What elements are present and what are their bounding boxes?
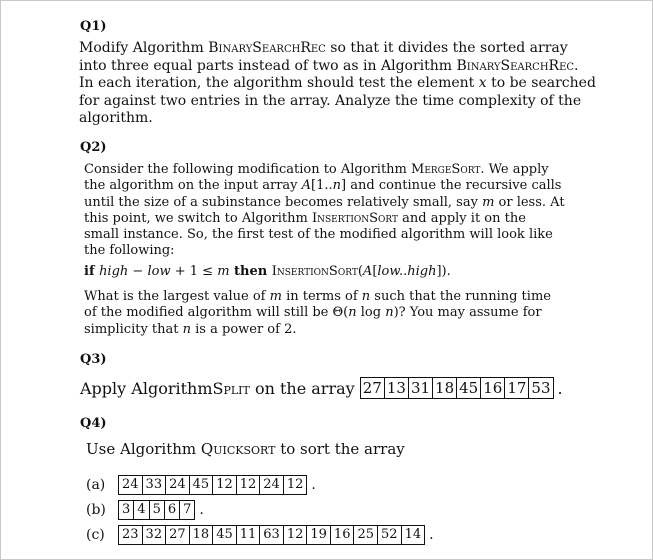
text-run: algorithm.: [79, 110, 153, 126]
q2-line-0: [84, 162, 554, 178]
text-run: in terms of: [281, 289, 362, 304]
part-end-punct: .: [429, 527, 434, 543]
text-run: . We apply: [480, 162, 549, 177]
array-cell: 6: [165, 501, 180, 519]
math-var: high: [99, 264, 129, 279]
part-array: [118, 525, 425, 545]
q2-question-line-0: [84, 289, 554, 305]
math-var: n: [361, 289, 371, 304]
text-run: for against two entries in the array. Analyze the time complexity of the: [79, 92, 582, 109]
array-cell: 16: [331, 526, 355, 544]
part-array: [118, 475, 307, 495]
array-cell: 45: [213, 526, 237, 544]
array-cell: 24: [166, 476, 190, 494]
text-run: In each iteration, the algorithm should test the element: [79, 75, 479, 91]
math-var: n: [182, 321, 192, 337]
array-cell: 18: [433, 378, 457, 398]
text-run: until the size of a subinstance becomes relatively small, say: [84, 194, 483, 210]
q2-heading: Q2): [80, 140, 107, 155]
keyword: then: [229, 264, 272, 279]
q3-text-before: Apply Algorithm: [80, 378, 213, 398]
q2-body: [84, 162, 565, 260]
array-cell: 24: [119, 476, 143, 494]
text-run: or less. At: [494, 194, 565, 210]
array-cell: 25: [354, 526, 378, 544]
array-cell: 13: [385, 378, 409, 398]
math-var: m: [482, 194, 495, 210]
text-run: Modify Algorithm: [79, 40, 209, 56]
text-run: [1..: [311, 178, 333, 194]
array-cell: 27: [361, 378, 385, 398]
text-run: ] and continue the recursive calls: [341, 178, 562, 194]
part-array: [118, 500, 195, 520]
text-run: −: [128, 264, 148, 279]
q4-algorithm: Quicksort: [200, 440, 276, 458]
array-cell: 45: [457, 378, 481, 398]
q3-array: [360, 377, 554, 399]
text-run: so that it divides the sorted array: [325, 40, 568, 56]
part-label: (b): [86, 502, 106, 518]
text-run: simplicity that: [84, 321, 183, 337]
q1-heading: Q1): [80, 19, 107, 34]
text-run: [: [372, 264, 378, 279]
q2-question: [84, 289, 554, 338]
text-run: is a power of 2.: [191, 321, 297, 337]
array-cell: 27: [166, 526, 190, 544]
q3-algorithm: Split: [212, 378, 250, 398]
text-run: .: [574, 57, 579, 74]
text-run: log: [356, 305, 386, 321]
array-cell: 4: [134, 501, 149, 519]
q4-part-0: [86, 475, 434, 495]
math-var: x: [478, 75, 487, 91]
q2-code: [84, 264, 554, 280]
text-run: Consider the following modification to Algorithm: [84, 162, 412, 177]
math-var: m: [269, 289, 282, 304]
array-cell: 19: [307, 526, 331, 544]
q3-text-after: on the array: [249, 378, 360, 398]
q2-line-3: [84, 211, 554, 227]
text-run: such that the running time: [370, 289, 551, 304]
math-var: n: [385, 305, 394, 321]
text-run: small instance. So, the first test of the modified algorithm will look like: [84, 227, 553, 243]
text-run: (: [357, 264, 363, 279]
keyword: if: [84, 264, 100, 279]
array-cell: 33: [143, 476, 167, 494]
q1-body: [79, 40, 596, 128]
q1-line-0: [79, 40, 569, 58]
q4-heading: Q4): [80, 416, 107, 431]
q2-question-line-2: [84, 322, 554, 338]
array-cell: 52: [378, 526, 402, 544]
array-cell: 53: [529, 378, 553, 398]
array-cell: 45: [190, 476, 214, 494]
array-cell: 63: [260, 526, 284, 544]
array-cell: 12: [213, 476, 237, 494]
q4-part-1: [86, 500, 434, 520]
algorithm-name: MergeSort: [411, 162, 481, 177]
text-run: the algorithm on the input array: [84, 178, 302, 194]
text-run: of the modified algorithm will still be Θ(: [84, 305, 349, 321]
text-run: )? You may assume for: [393, 305, 542, 321]
q2-line-1: [84, 178, 562, 194]
text-run: What is the largest value of: [84, 289, 270, 304]
text-run: + 1 ≤: [170, 264, 218, 279]
q2-question-line-1: [84, 305, 554, 321]
text-run: into three equal parts instead of two as in Algorithm: [79, 57, 457, 74]
q2-line-4: [84, 227, 554, 243]
array-cell: 31: [409, 378, 433, 398]
q4-parts: [86, 475, 434, 550]
math-var: A: [362, 264, 373, 279]
q1-line-2: [79, 75, 596, 93]
text-run: and apply it on the: [398, 210, 526, 226]
text-run: to be searched: [486, 75, 596, 91]
math-var: m: [217, 264, 230, 279]
part-end-punct: .: [199, 502, 204, 518]
text-run: this point, we switch to Algorithm: [84, 210, 312, 226]
array-cell: 5: [150, 501, 165, 519]
algorithm-name: InsertionSort: [311, 210, 399, 226]
math-var: n: [348, 305, 357, 321]
q1-line-1: [79, 57, 579, 76]
algorithm-name: BinarySearchRec: [456, 57, 575, 74]
q4-part-2: [86, 525, 434, 545]
array-cell: 18: [190, 526, 214, 544]
text-run: the following:: [84, 243, 175, 259]
q1-line-4: [79, 110, 569, 128]
q4-text-before: Use Algorithm: [86, 440, 201, 458]
math-var: low..high: [377, 264, 437, 279]
q2-line-2: [84, 194, 565, 211]
q3-line: [80, 377, 563, 399]
array-cell: 12: [284, 476, 308, 494]
math-var: low: [147, 264, 171, 279]
algorithm-name: InsertionSort: [271, 264, 358, 279]
algorithm-name: BinarySearchRec: [208, 40, 326, 56]
part-end-punct: .: [311, 477, 316, 493]
q4-text-after: to sort the array: [275, 440, 405, 458]
array-cell: 17: [505, 378, 529, 398]
array-cell: 12: [284, 526, 308, 544]
q1-line-3: [79, 92, 582, 111]
math-var: A: [301, 178, 312, 194]
q2-line-5: [84, 243, 554, 259]
part-label: (c): [86, 527, 105, 543]
array-cell: 7: [180, 501, 195, 519]
q4-instruction: [86, 440, 405, 458]
array-cell: 14: [402, 526, 426, 544]
array-cell: 3: [119, 501, 134, 519]
array-cell: 12: [237, 476, 261, 494]
array-cell: 24: [260, 476, 284, 494]
part-label: (a): [86, 477, 106, 493]
q3-heading: Q3): [80, 352, 107, 367]
array-cell: 16: [481, 378, 505, 398]
q2-code-line: [84, 264, 554, 280]
text-run: ]).: [436, 264, 451, 279]
q3-end-punct: .: [557, 378, 563, 398]
array-cell: 11: [237, 526, 261, 544]
array-cell: 23: [119, 526, 143, 544]
math-var: n: [332, 178, 342, 194]
array-cell: 32: [143, 526, 167, 544]
